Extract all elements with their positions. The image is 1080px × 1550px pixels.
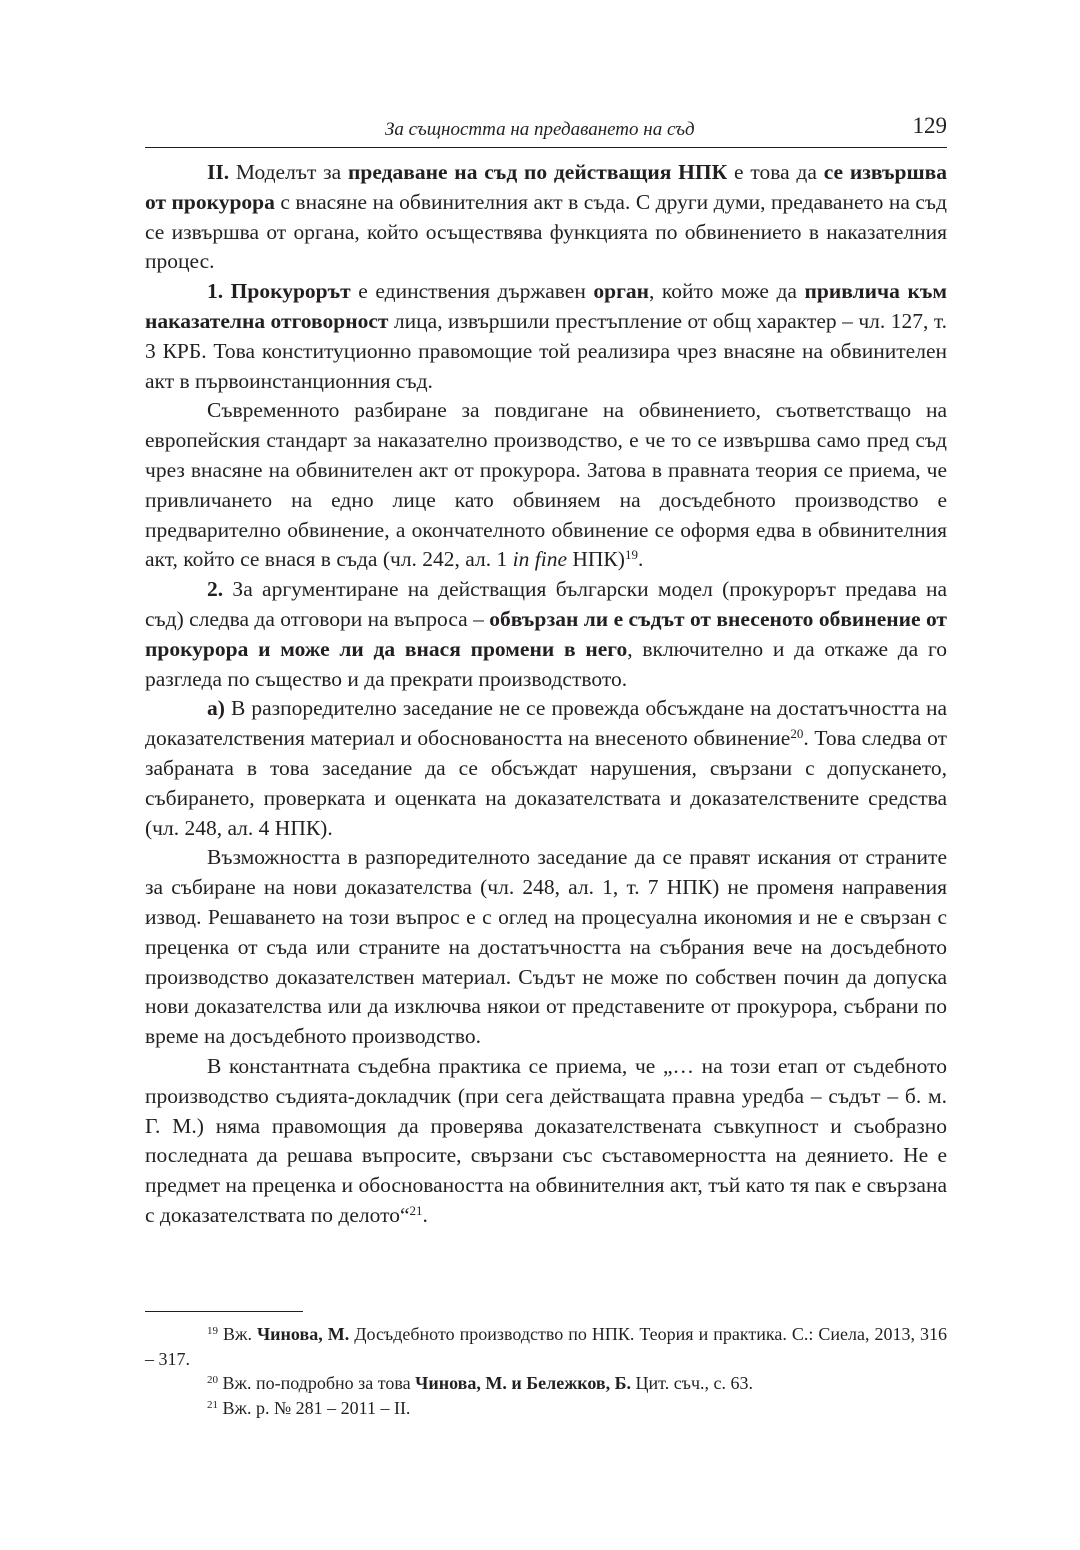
- footnote-20: [145, 1371, 947, 1396]
- paragraph-possibility: [145, 843, 947, 1052]
- text-run: е това да: [727, 160, 824, 184]
- text-run: Чинова, М.: [256, 1324, 350, 1344]
- text-run: .: [422, 1202, 428, 1227]
- text-run: се извършва от прокурора: [145, 160, 947, 214]
- paragraph-a: [145, 694, 947, 843]
- footnote-ref: 21: [207, 1398, 218, 1411]
- text-run: е единствения държавен: [350, 279, 594, 304]
- text-run: .: [637, 547, 644, 572]
- footnote-ref: 21: [409, 1202, 423, 1218]
- text-run: 1. Прокурорът: [207, 279, 351, 304]
- paragraph-modern-understanding: [145, 396, 947, 575]
- text-run: В константната съдебна практика се приема, че „… на този етап от съдебното производство съдията-докладчик (при сега действащата правна уредба – съдът – б. м. Г. М.) няма правомощия да проверява доказателствената съвкупност и съобразно последната да решава въпросите, свързани със съставомерността на деянието. Не е предмет на преценка и обосноваността на обвинителния акт, тъй като тя пак е свързана с доказателствата по делото“: [145, 1053, 947, 1227]
- text-run: in fine: [512, 547, 567, 572]
- text-run: Възможността в разпоредителното заседание да се правят искания от страните за събиране на нови доказателства (чл. 248, ал. 1, т. 7 НПК) не променя направения извод. Решаването на този въпрос е с оглед на процесуална икономия и не е свързан с преценка от съда или страните на достатъчността на събрания вече на досъдебното производство доказателствен материал. Съдът не може по собствен почин да допуска нови доказателства или да изключва някои от представените от прокурора, събрани по време на досъдебното производство.: [145, 845, 947, 1049]
- text-run: Вж.: [218, 1324, 257, 1344]
- text-run: , който може да: [649, 279, 805, 304]
- footnote-ref: 20: [207, 1374, 218, 1386]
- running-header: [145, 113, 947, 148]
- text-run: орган: [593, 279, 649, 304]
- footnote-ref: 19: [624, 547, 638, 563]
- text-run: Цит. съч., с. 63.: [631, 1373, 754, 1393]
- footnotes: [145, 1322, 947, 1420]
- text-run: 2.: [207, 577, 224, 602]
- text-run: Чинова, М. и Бележков, Б.: [415, 1373, 632, 1393]
- page-number: 129: [912, 113, 947, 138]
- text-run: обвързан ли е съдът от внесеното обвинение от прокурора и може ли да внася промени в него: [145, 606, 947, 661]
- footnote-ref: 19: [207, 1325, 218, 1337]
- running-title: За същността на предаването на съд: [385, 119, 695, 140]
- text-run: Досъдебното производство по НПК. Теория и практика. С.: Сиела, 2013, 316 – 317.: [145, 1324, 947, 1369]
- text-run: привлича към наказателна отговорност: [145, 279, 948, 333]
- paragraph-model-ii: [145, 158, 947, 277]
- text-run: предаване на съд по действащия НПК: [347, 160, 728, 184]
- paragraph-argument-2: [145, 575, 947, 694]
- body-text: [145, 158, 947, 1231]
- text-run: , включително и да откаже да го разгледа по същество и да прекрати производството.: [145, 636, 947, 691]
- text-run: Вж. р. № 281 – 2011 – II.: [218, 1397, 411, 1418]
- footnote-separator: [145, 1311, 303, 1312]
- text-run: Съвременното разбиране за повдигане на обвинението, съответстващо на европейския стандарт за наказателно производство, е че то се извършва само пред съд чрез внасяне на обвинителен акт от прокурора. Затова в правната теория се приема, че привличането на едно лице като обвиняем на досъдебното производство е предварително обвинение, а окончателното обвинение се оформя едва в обвинителния акт, който се внася в съда (чл. 242, ал. 1: [145, 398, 947, 572]
- footnote-ref: 20: [790, 726, 804, 742]
- text-run: с внасяне на обвинителния акт в съда. С други думи, предаването на съд се извършва от органа, който осъществява функцията по обвинението в наказателния процес.: [145, 189, 947, 274]
- text-run: Моделът за: [229, 160, 348, 184]
- text-run: За аргументиране на действащия български модел (прокурорът предава на съд) следва да отговори на въпроса –: [145, 577, 947, 631]
- text-run: Вж. по-подробно за това: [218, 1373, 416, 1393]
- text-run: лица, извършили престъпление от общ характер – чл. 127, т. 3 КРБ. Това конституционно правомощие той реализира чрез внасяне на обвинителен акт в първоинстанционния съд.: [145, 308, 947, 393]
- text-run: В разпоредително заседание не се провежда обсъждане на достатъчността на доказателствения материал и обосноваността на внесеното обвинение: [145, 696, 947, 751]
- text-run: II.: [207, 160, 230, 184]
- text-run: НПК): [567, 547, 625, 572]
- footnote-19: [145, 1322, 947, 1371]
- paragraph-case-law: [145, 1052, 947, 1231]
- text-run: а): [207, 696, 225, 721]
- text-run: . Това следва от забраната в това заседание да се обсъждат нарушения, свързани с допускането, събирането, проверката и оценката на доказателствата и доказателствените средства (чл. 248, ал. 4 НПК).: [145, 726, 948, 840]
- paragraph-prosecutor: [145, 277, 947, 396]
- footnote-21: [145, 1396, 947, 1421]
